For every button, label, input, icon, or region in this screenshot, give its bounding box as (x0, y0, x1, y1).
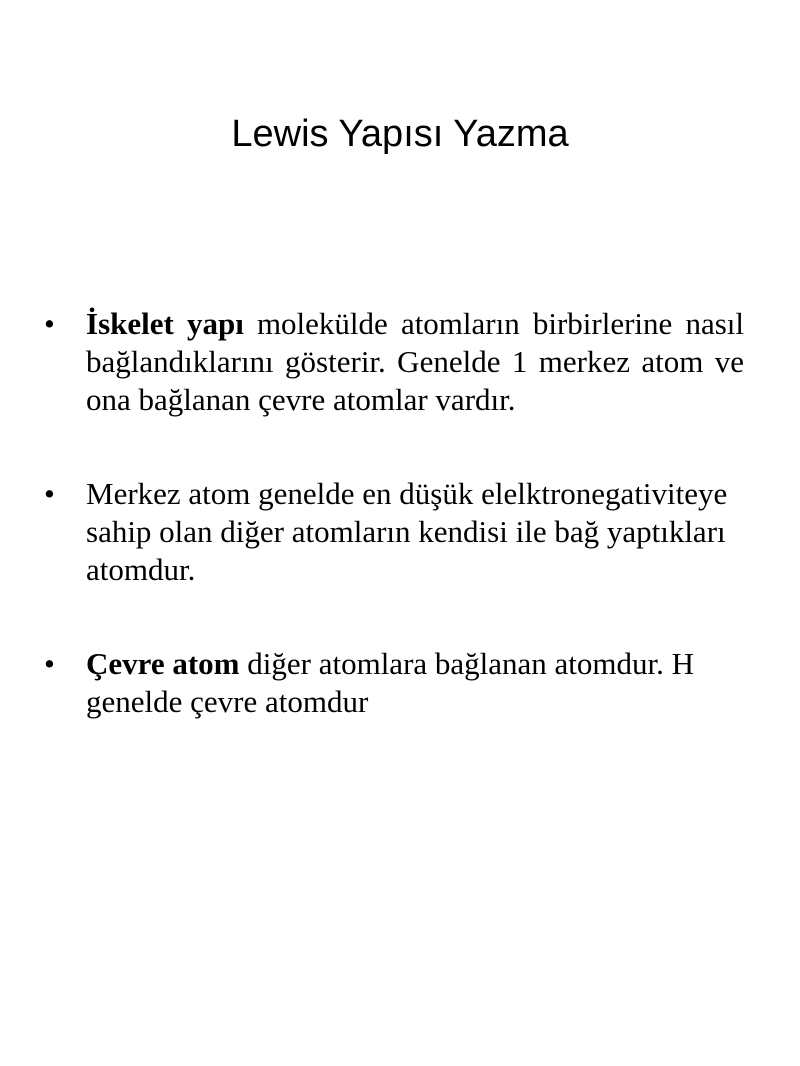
bullet-item-outer-atom (44, 645, 744, 721)
bullet-text-skeleton: molekülde atomların birbirlerine nasıl bağlandıklarını gösterir. Genelde 1 merkez atom ve ona bağlanan çevre atomlar vardır. (86, 306, 744, 417)
bullet-icon: • (44, 306, 55, 341)
bullet-item-central-atom (44, 475, 744, 589)
bullet-item-skeleton (44, 305, 744, 419)
slide-title: Lewis Yapısı Yazma (231, 113, 569, 155)
bullet-text-outer-atom: diğer atomlara bağlanan atomdur. H genelde çevre atomdur (86, 646, 695, 719)
bullet-text-central-atom: Merkez atom genelde en düşük elelktronegativiteye sahip olan diğer atomların kendisi ile bağ yaptıkları atomdur. (86, 476, 728, 587)
term-outer-atom: Çevre atom (86, 646, 240, 681)
bullet-icon: • (44, 646, 55, 681)
bullet-icon: • (44, 476, 55, 511)
term-skeleton-structure: İskelet yapı (86, 306, 244, 341)
bullet-list (44, 305, 744, 721)
